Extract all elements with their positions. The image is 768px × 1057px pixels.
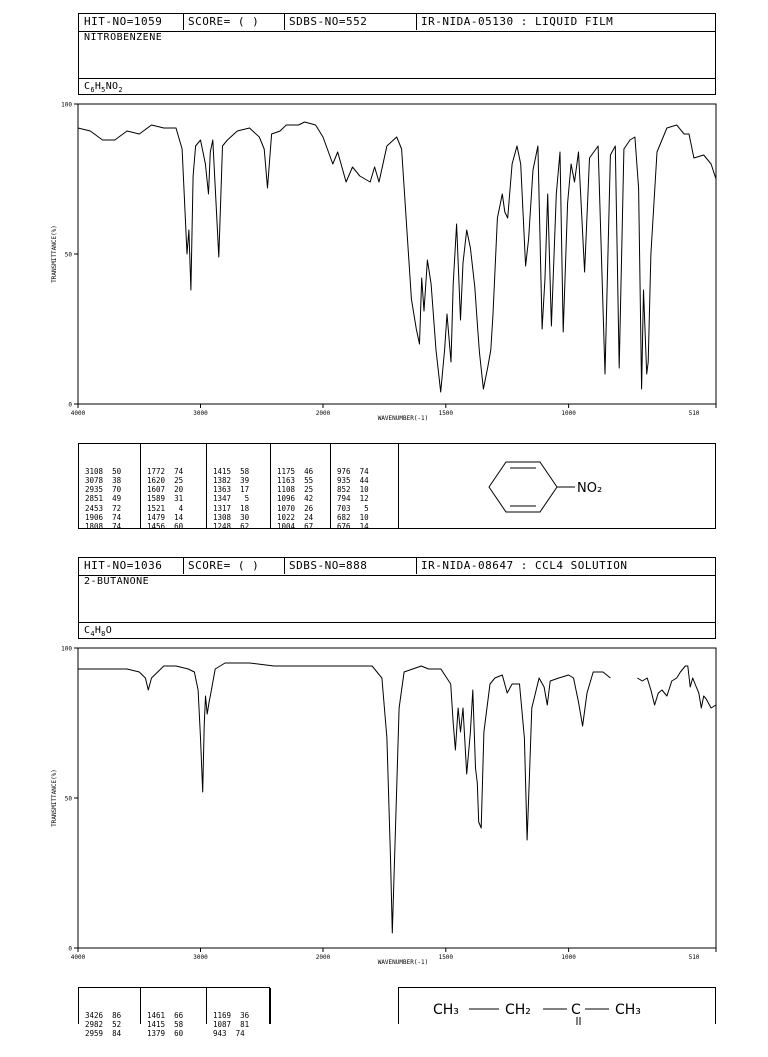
butanone-structure — [398, 987, 716, 1024]
nitro-group-label: NO₂ — [577, 481, 603, 496]
record-header-1 — [78, 13, 716, 95]
molecular-formula: $C_6H_5NO_2$ — [84, 81, 123, 94]
peak-entry: 1521 4 — [147, 503, 184, 513]
peak-column — [79, 444, 141, 532]
peak-entry: 1461 66 — [147, 1010, 184, 1020]
peak-entry: 703 5 — [337, 503, 369, 513]
x-tick-label: 4000 — [70, 410, 86, 417]
ir-spectrum-chart-1 — [0, 95, 768, 435]
peak-column — [141, 444, 207, 532]
y-axis-label: TRANSMITTANCE(%) — [51, 769, 58, 827]
peak-entry: 2453 72 — [85, 503, 122, 513]
compound-name: 2-BUTANONE — [84, 576, 150, 587]
x-tick-label: 2000 — [315, 954, 331, 961]
x-tick-label: 1500 — [438, 954, 454, 961]
y-tick-label: 0 — [68, 401, 72, 409]
header-fields-1 — [79, 14, 715, 32]
x-tick-label: 1000 — [561, 410, 576, 417]
nitrobenzene-structure — [479, 452, 659, 522]
x-axis-label: WAVENUMBER(-1) — [377, 959, 429, 966]
sdbs-number: SDBS-NO=552 — [289, 15, 368, 28]
peak-entry: 1175 46 — [277, 466, 314, 476]
x-tick-label: 2000 — [315, 410, 331, 417]
peak-entry: 2935 70 — [85, 485, 122, 495]
peak-entry: 1347 5 — [213, 494, 250, 504]
peak-column — [207, 988, 271, 1039]
peak-entry: 1456 60 — [147, 522, 184, 532]
ir-record-id: IR-NIDA-08647 : CCL4 SOLUTION — [421, 559, 628, 572]
peak-entry: 1169 36 — [213, 1010, 250, 1020]
peak-entry: 1363 17 — [213, 485, 250, 495]
y-tick-label: 100 — [61, 101, 72, 109]
peak-entry: 1808 74 — [85, 522, 122, 532]
peak-entry: 1087 81 — [213, 1019, 250, 1029]
x-tick-label: 510 — [688, 954, 700, 961]
record-header-2 — [78, 557, 716, 639]
peak-entry: 1317 18 — [213, 503, 250, 513]
peak-entry: 2959 84 — [85, 1029, 122, 1039]
x-tick-label: 1000 — [561, 954, 576, 961]
peak-entry: 1108 25 — [277, 485, 314, 495]
hit-number: HIT-NO=1036 — [84, 559, 163, 572]
peak-entry: 1415 58 — [213, 466, 250, 476]
peak-entry: 1004 67 — [277, 522, 314, 532]
x-tick-label: 1500 — [438, 410, 454, 417]
x-tick-label: 510 — [688, 410, 700, 417]
peak-entry: 3108 50 — [85, 466, 122, 476]
peak-entry: 1772 74 — [147, 466, 184, 476]
methyl-group-1: CH₃ — [433, 1002, 459, 1018]
y-tick-label: 50 — [64, 795, 72, 803]
peak-entry: 1163 55 — [277, 475, 314, 485]
x-tick-label: 3000 — [193, 410, 208, 417]
peak-entry: 1096 42 — [277, 494, 314, 504]
peak-entry: 1070 26 — [277, 503, 314, 513]
peak-entry: 682 10 — [337, 513, 369, 523]
peak-column — [207, 444, 271, 532]
x-axis-label: WAVENUMBER(-1) — [377, 415, 429, 422]
peak-column — [141, 988, 207, 1039]
peak-entry: 794 12 — [337, 494, 369, 504]
peak-entry: 3426 86 — [85, 1010, 122, 1020]
spectrum-line-1 — [78, 122, 716, 392]
peak-entry: 935 44 — [337, 475, 369, 485]
carbonyl-carbon: C — [571, 1002, 581, 1018]
peak-entry: 943 74 — [213, 1029, 245, 1039]
x-tick-label: 4000 — [70, 954, 86, 961]
peak-entry: 852 10 — [337, 485, 369, 495]
sdbs-number: SDBS-NO=888 — [289, 559, 368, 572]
peak-entry: 676 14 — [337, 522, 369, 532]
score: SCORE= ( ) — [188, 559, 260, 572]
methyl-group-2: CH₃ — [615, 1002, 641, 1018]
peak-entry: 1589 31 — [147, 494, 184, 504]
score: SCORE= ( ) — [188, 15, 260, 28]
peak-entry: 1022 24 — [277, 513, 314, 523]
peak-column — [331, 444, 399, 532]
compound-name: NITROBENZENE — [84, 32, 163, 43]
peak-entry: 1248 62 — [213, 522, 250, 532]
ir-record-id: IR-NIDA-05130 : LIQUID FILM — [421, 15, 614, 28]
peak-entry: 1308 30 — [213, 513, 250, 523]
peak-entry: 3078 38 — [85, 475, 122, 485]
peak-entry: 1379 60 — [147, 1029, 184, 1039]
y-axis-label: TRANSMITTANCE(%) — [51, 225, 58, 283]
peak-table-1 — [78, 443, 716, 532]
molecular-formula: $C_4H_8O$ — [84, 625, 113, 638]
y-tick-label: 100 — [61, 645, 72, 653]
peak-entry: 1415 58 — [147, 1019, 184, 1029]
peak-entry: 2982 52 — [85, 1019, 122, 1029]
peak-column — [79, 988, 141, 1039]
peak-entry: 1607 20 — [147, 485, 184, 495]
peak-entry: 1479 14 — [147, 513, 184, 523]
ir-spectrum-chart-2 — [0, 639, 768, 979]
peak-entry: 1382 39 — [213, 475, 250, 485]
methylene-group: CH₂ — [505, 1002, 531, 1018]
spectrum-line-1 — [78, 663, 610, 933]
header-fields-2 — [79, 558, 715, 576]
peak-entry: 976 74 — [337, 466, 369, 476]
plot-frame — [78, 648, 716, 948]
peak-entry: 1906 74 — [85, 513, 122, 523]
y-tick-label: 0 — [68, 945, 72, 953]
x-tick-label: 3000 — [193, 954, 208, 961]
peak-table-2 — [78, 987, 270, 1039]
peak-entry: 2851 49 — [85, 494, 122, 504]
peak-column — [271, 444, 331, 532]
spectrum-line-2 — [637, 666, 716, 708]
y-tick-label: 50 — [64, 251, 72, 259]
plot-frame — [78, 104, 716, 404]
peak-entry: 1620 25 — [147, 475, 184, 485]
hit-number: HIT-NO=1059 — [84, 15, 163, 28]
